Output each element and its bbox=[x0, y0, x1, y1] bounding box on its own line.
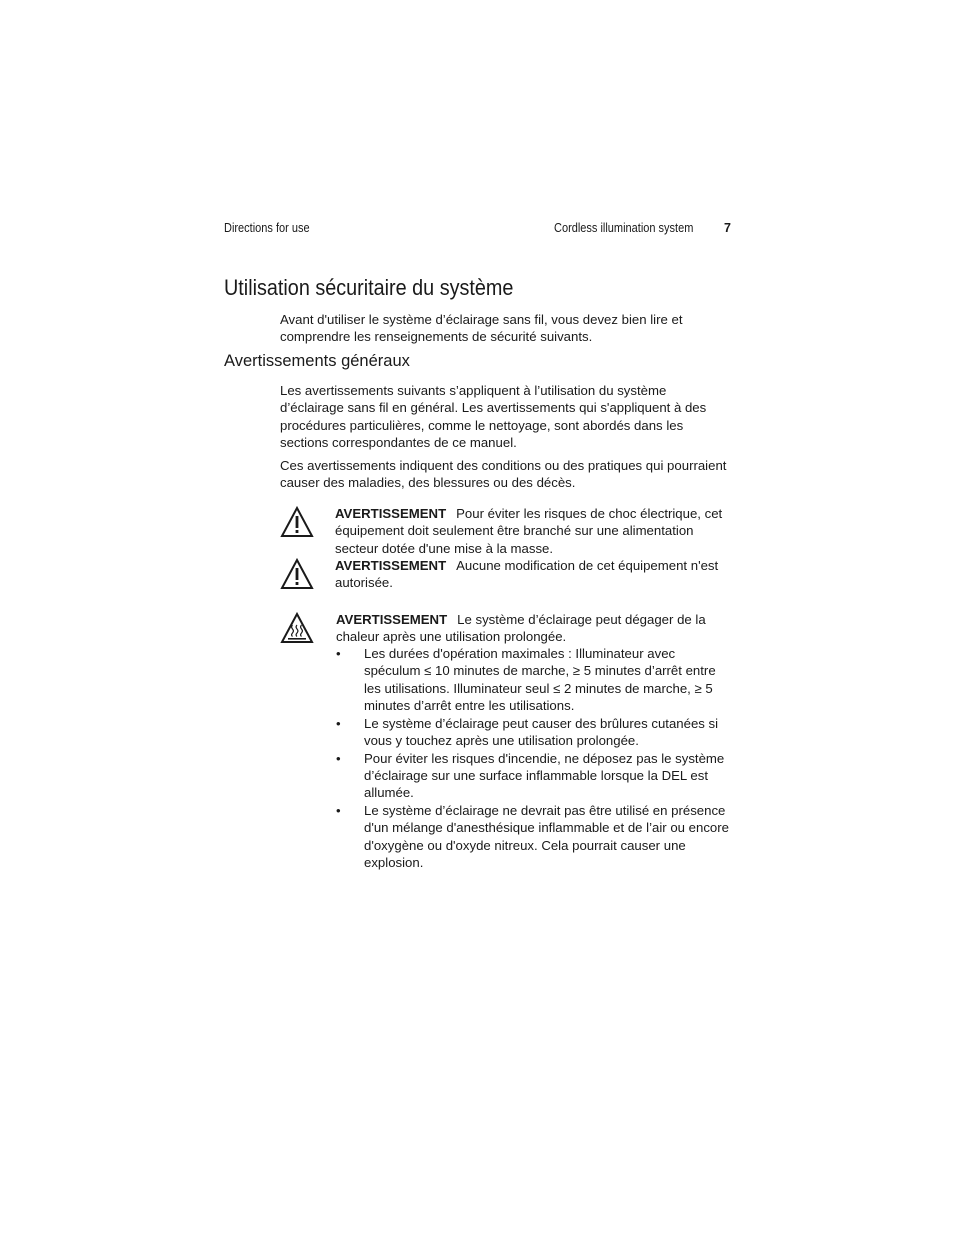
list-item: • Les durées d'opération maximales : Illuminateur avec spéculum ≤ 10 minutes de marche, ≥ 5 minutes d’arrêt entre les utilisations. Illuminateur seul ≤ 2 minutes de marche, ≥ 5 minutes d’arrêt entre les utilisations. bbox=[336, 646, 716, 713]
warning-triangle-icon bbox=[280, 557, 314, 591]
warning-triangle-icon bbox=[280, 505, 314, 539]
warning-label: AVERTISSEMENT bbox=[335, 506, 447, 521]
section-title: Avertissements généraux bbox=[224, 352, 410, 370]
warning-text bbox=[335, 505, 732, 557]
intro-paragraph: Avant d'utiliser le système d’éclairage sans fil, vous devez bien lire et comprendre les renseignements de sécurité suivants. bbox=[280, 312, 683, 345]
warning-text bbox=[335, 557, 732, 592]
list-item: • Le système d’éclairage ne devrait pas être utilisé en présence d'un mélange d'anesthésique inflammable et de l’air ou encore d'oxygène ou d'oxyde nitreux. Cela pourrait causer une explosion. bbox=[336, 803, 729, 871]
header-product-name: Cordless illumination system bbox=[553, 221, 693, 235]
warning-bullet-list bbox=[336, 645, 732, 872]
section-paragraph: Les avertissements suivants s’appliquent à l’utilisation du système d’éclairage sans fil en général. Les avertissements qui s'appliquent à des procédures particulières, comme le nettoyage, sont abordés dans les sections correspondantes de ce manuel. bbox=[280, 383, 707, 450]
warning-label: AVERTISSEMENT bbox=[335, 558, 447, 573]
page-number: 7 bbox=[724, 221, 731, 235]
warning-label: AVERTISSEMENT bbox=[336, 612, 448, 627]
list-item: • Pour éviter les risques d'incendie, ne déposez pas le système d’éclairage sur une surface inflammable lorsque la DEL est allumée. bbox=[336, 750, 725, 801]
section-paragraph: Ces avertissements indiquent des conditions ou des pratiques qui pourraient causer des maladies, des blessures ou des décès. bbox=[280, 458, 727, 491]
list-item: • Le système d’éclairage peut causer des brûlures cutanées si vous y touchez après une utilisation prolongée. bbox=[336, 715, 719, 748]
warning-text bbox=[336, 611, 733, 646]
hot-surface-icon bbox=[280, 611, 314, 645]
page-header bbox=[224, 221, 731, 239]
warning-message: Pour éviter les risques de choc électrique, cet équipement doit seulement être branché sur une alimentation secteur dotée d'une mise à la masse. bbox=[335, 506, 723, 556]
warning-message: Aucune modification de cet équipement n'est autorisée. bbox=[335, 558, 719, 591]
warning-message: Le système d’éclairage peut dégager de la chaleur après une utilisation prolongée. bbox=[336, 612, 706, 645]
header-document-type: Directions for use bbox=[224, 221, 310, 235]
page-title: Utilisation sécuritaire du système bbox=[224, 275, 514, 300]
